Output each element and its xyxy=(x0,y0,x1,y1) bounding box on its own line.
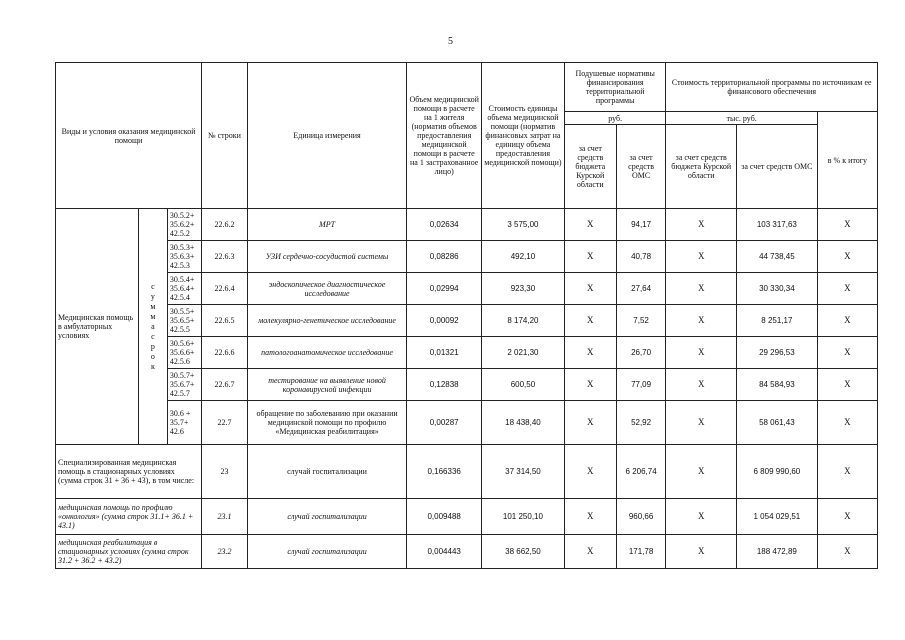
header-program-cost: Стоимость территориальной программы по источникам ее финансового обеспечения xyxy=(666,63,878,112)
row-no: 22.6.5 xyxy=(202,305,248,337)
sub-letter: м xyxy=(150,311,156,321)
row-oms-sum: 103 317,63 xyxy=(736,209,817,241)
row-no: 22.6.4 xyxy=(202,273,248,305)
ref-line: 35.6.7+ xyxy=(169,380,195,389)
row-oms: 6 206,74 xyxy=(616,445,666,499)
row-budget: Х xyxy=(564,273,616,305)
row-budget: Х xyxy=(564,209,616,241)
row-volume: 0,12838 xyxy=(407,369,482,401)
row-oms: 960,66 xyxy=(616,499,666,535)
row-volume: 0,02634 xyxy=(407,209,482,241)
row-oms-sum: 1 054 029,51 xyxy=(736,499,817,535)
ref-line: 30.5.6+ xyxy=(169,339,195,348)
row-oms-sum: 44 738,45 xyxy=(736,241,817,273)
row-cost: 600,50 xyxy=(481,369,564,401)
row-cost: 38 662,50 xyxy=(481,535,564,569)
row-no: 22.7 xyxy=(202,401,248,445)
row-budget-sum: Х xyxy=(666,273,736,305)
row-pct: Х xyxy=(817,401,877,445)
row-oms: 27,64 xyxy=(616,273,666,305)
row-budget-sum: Х xyxy=(666,305,736,337)
row-oms-sum: 30 330,34 xyxy=(736,273,817,305)
row-refs xyxy=(167,273,201,305)
row-cost: 37 314,50 xyxy=(481,445,564,499)
ref-line: 30.5.7+ xyxy=(169,371,195,380)
row-oms: 40,78 xyxy=(616,241,666,273)
sub-letter: у xyxy=(150,291,155,301)
row-oms-sum: 8 251,17 xyxy=(736,305,817,337)
row-volume: 0,01321 xyxy=(407,337,482,369)
row-pct: Х xyxy=(817,445,877,499)
table-row xyxy=(56,369,878,401)
header-thous-rub: тыс. руб. xyxy=(666,112,817,125)
ref-line: 42.5.6 xyxy=(169,357,190,366)
row-budget: Х xyxy=(564,499,616,535)
row-no: 22.6.6 xyxy=(202,337,248,369)
ref-line: 35.6.5+ xyxy=(169,316,195,325)
table-row xyxy=(56,499,878,535)
row-oms: 77,09 xyxy=(616,369,666,401)
row-oms-sum: 188 472,89 xyxy=(736,535,817,569)
row-pct: Х xyxy=(817,337,877,369)
sub-letter: к xyxy=(150,361,155,371)
header-pct-total: в % к итогу xyxy=(817,112,877,209)
row-volume: 0,004443 xyxy=(407,535,482,569)
row-oms-sum: 84 584,93 xyxy=(736,369,817,401)
row-budget-sum: Х xyxy=(666,401,736,445)
table-row xyxy=(56,535,878,569)
row-pct: Х xyxy=(817,369,877,401)
row-unit: молекулярно-генетическое исследование xyxy=(247,305,407,337)
row-budget-sum: Х xyxy=(666,209,736,241)
row-label: медицинская помощь по профилю «онкология» (сумма строк 31.1+ 36.1 + 43.1) xyxy=(56,499,202,535)
table-row xyxy=(56,209,878,241)
ref-line: 35.7+ xyxy=(169,418,189,427)
ref-line: 30.5.2+ xyxy=(169,211,195,220)
row-cost: 18 438,40 xyxy=(481,401,564,445)
header-volume: Объем медицинской помощи в расчете на 1 жителя (норматив объемов предоставления медицинской помощи в расчете на 1 застрахованное лицо) xyxy=(407,63,482,209)
row-oms: 52,92 xyxy=(616,401,666,445)
header-row-no: № строки xyxy=(202,63,248,209)
row-budget: Х xyxy=(564,535,616,569)
row-oms-sum: 29 296,53 xyxy=(736,337,817,369)
row-unit: случай госпитализации xyxy=(247,499,407,535)
ref-line: 42.5.5 xyxy=(169,325,190,334)
header-oms: за счет средств ОМС xyxy=(616,125,666,209)
row-oms: 26,70 xyxy=(616,337,666,369)
row-cost: 101 250,10 xyxy=(481,499,564,535)
row-refs xyxy=(167,241,201,273)
ref-line: 30.5.4+ xyxy=(169,275,195,284)
row-budget: Х xyxy=(564,369,616,401)
row-budget: Х xyxy=(564,241,616,273)
row-volume: 0,00092 xyxy=(407,305,482,337)
row-pct: Х xyxy=(817,241,877,273)
row-unit: обращение по заболеванию при оказании медицинской помощи по профилю «Медицинская реабилитация» xyxy=(247,401,407,445)
header-rub: руб. xyxy=(564,112,666,125)
row-cost: 492,10 xyxy=(481,241,564,273)
row-oms: 171,78 xyxy=(616,535,666,569)
row-budget-sum: Х xyxy=(666,241,736,273)
row-budget-sum: Х xyxy=(666,337,736,369)
row-cost: 8 174,20 xyxy=(481,305,564,337)
table-row xyxy=(56,337,878,369)
ref-line: 42.5.2 xyxy=(169,229,190,238)
ref-line: 42.5.7 xyxy=(169,389,190,398)
row-unit: тестирование на выявление новой коронавирусной инфекции xyxy=(247,369,407,401)
row-label: Специализированная медицинская помощь в стационарных условиях (сумма строк 31 + 36 + 43), в том числе: xyxy=(56,445,202,499)
row-volume: 0,166336 xyxy=(407,445,482,499)
row-unit: случай госпитализации xyxy=(247,445,407,499)
row-refs xyxy=(167,369,201,401)
row-budget: Х xyxy=(564,401,616,445)
row-oms-sum: 58 061,43 xyxy=(736,401,817,445)
row-refs xyxy=(167,305,201,337)
row-label: медицинская реабилитация в стационарных условиях (сумма строк 31.2 + 36.2 + 43.2) xyxy=(56,535,202,569)
financing-table xyxy=(55,62,878,569)
row-budget-sum: Х xyxy=(666,535,736,569)
sub-letter: р xyxy=(150,341,155,351)
sub-letter: о xyxy=(150,351,155,361)
row-volume: 0,00287 xyxy=(407,401,482,445)
row-no: 22.6.3 xyxy=(202,241,248,273)
header-percap: Подушевые нормативы финансирования территориальной программы xyxy=(564,63,666,112)
row-no: 23.2 xyxy=(202,535,248,569)
row-volume: 0,08286 xyxy=(407,241,482,273)
header-cost: Стоимость единицы объема медицинской помощи (норматив финансовых затрат на единицу объема предоставления медицинской помощи) xyxy=(481,63,564,209)
sub-letter: с xyxy=(151,281,155,291)
row-budget: Х xyxy=(564,305,616,337)
row-budget: Х xyxy=(564,445,616,499)
row-unit: МРТ xyxy=(247,209,407,241)
row-unit: случай госпитализации xyxy=(247,535,407,569)
sub-letter: а xyxy=(151,321,155,331)
row-volume: 0,02994 xyxy=(407,273,482,305)
ref-line: 42.5.3 xyxy=(169,261,190,270)
row-budget: Х xyxy=(564,337,616,369)
row-oms-sum: 6 809 990,60 xyxy=(736,445,817,499)
header-budget-kursk-2: за счет средств бюджета Курской области xyxy=(666,125,736,209)
row-no: 23.1 xyxy=(202,499,248,535)
ref-line: 30.6 + xyxy=(169,409,191,418)
row-oms: 94,17 xyxy=(616,209,666,241)
row-no: 22.6.7 xyxy=(202,369,248,401)
ref-line: 42.6 xyxy=(169,427,184,436)
header-unit: Единица измерения xyxy=(247,63,407,209)
row-budget-sum: Х xyxy=(666,369,736,401)
ambulatory-group-label: Медицинская помощь в амбулаторных условиях xyxy=(56,209,139,445)
row-unit: патологоанатомическое исследование xyxy=(247,337,407,369)
row-no: 23 xyxy=(202,445,248,499)
row-pct: Х xyxy=(817,305,877,337)
table-row xyxy=(56,305,878,337)
row-oms: 7,52 xyxy=(616,305,666,337)
ref-line: 42.5.4 xyxy=(169,293,190,302)
row-refs xyxy=(167,401,201,445)
page-number: 5 xyxy=(448,36,453,47)
ref-line: 30.5.5+ xyxy=(169,307,195,316)
row-unit: эндоскопическое диагностическое исследование xyxy=(247,273,407,305)
header-budget-kursk: за счет средств бюджета Курской области xyxy=(564,125,616,209)
row-pct: Х xyxy=(817,535,877,569)
row-pct: Х xyxy=(817,273,877,305)
ref-line: 35.6.3+ xyxy=(169,252,195,261)
row-no: 22.6.2 xyxy=(202,209,248,241)
table-row xyxy=(56,445,878,499)
table-row xyxy=(56,241,878,273)
row-budget-sum: Х xyxy=(666,445,736,499)
header-types: Виды и условия оказания медицинской помощи xyxy=(56,63,202,209)
table-row xyxy=(56,273,878,305)
row-unit: УЗИ сердечно-сосудистой системы xyxy=(247,241,407,273)
header-oms-2: за счет средств ОМС xyxy=(736,125,817,209)
row-cost: 923,30 xyxy=(481,273,564,305)
table-row xyxy=(56,401,878,445)
sub-letter: м xyxy=(150,301,156,311)
row-refs xyxy=(167,337,201,369)
ambulatory-sub-label xyxy=(138,209,167,445)
ref-line: 35.6.6+ xyxy=(169,348,195,357)
ref-line: 35.6.4+ xyxy=(169,284,195,293)
row-pct: Х xyxy=(817,499,877,535)
sub-letter: с xyxy=(151,331,155,341)
ref-line: 35.6.2+ xyxy=(169,220,195,229)
row-budget-sum: Х xyxy=(666,499,736,535)
row-cost: 2 021,30 xyxy=(481,337,564,369)
row-refs xyxy=(167,209,201,241)
financing-table-wrapper xyxy=(55,62,878,640)
row-pct: Х xyxy=(817,209,877,241)
row-volume: 0,009488 xyxy=(407,499,482,535)
row-cost: 3 575,00 xyxy=(481,209,564,241)
ref-line: 30.5.3+ xyxy=(169,243,195,252)
